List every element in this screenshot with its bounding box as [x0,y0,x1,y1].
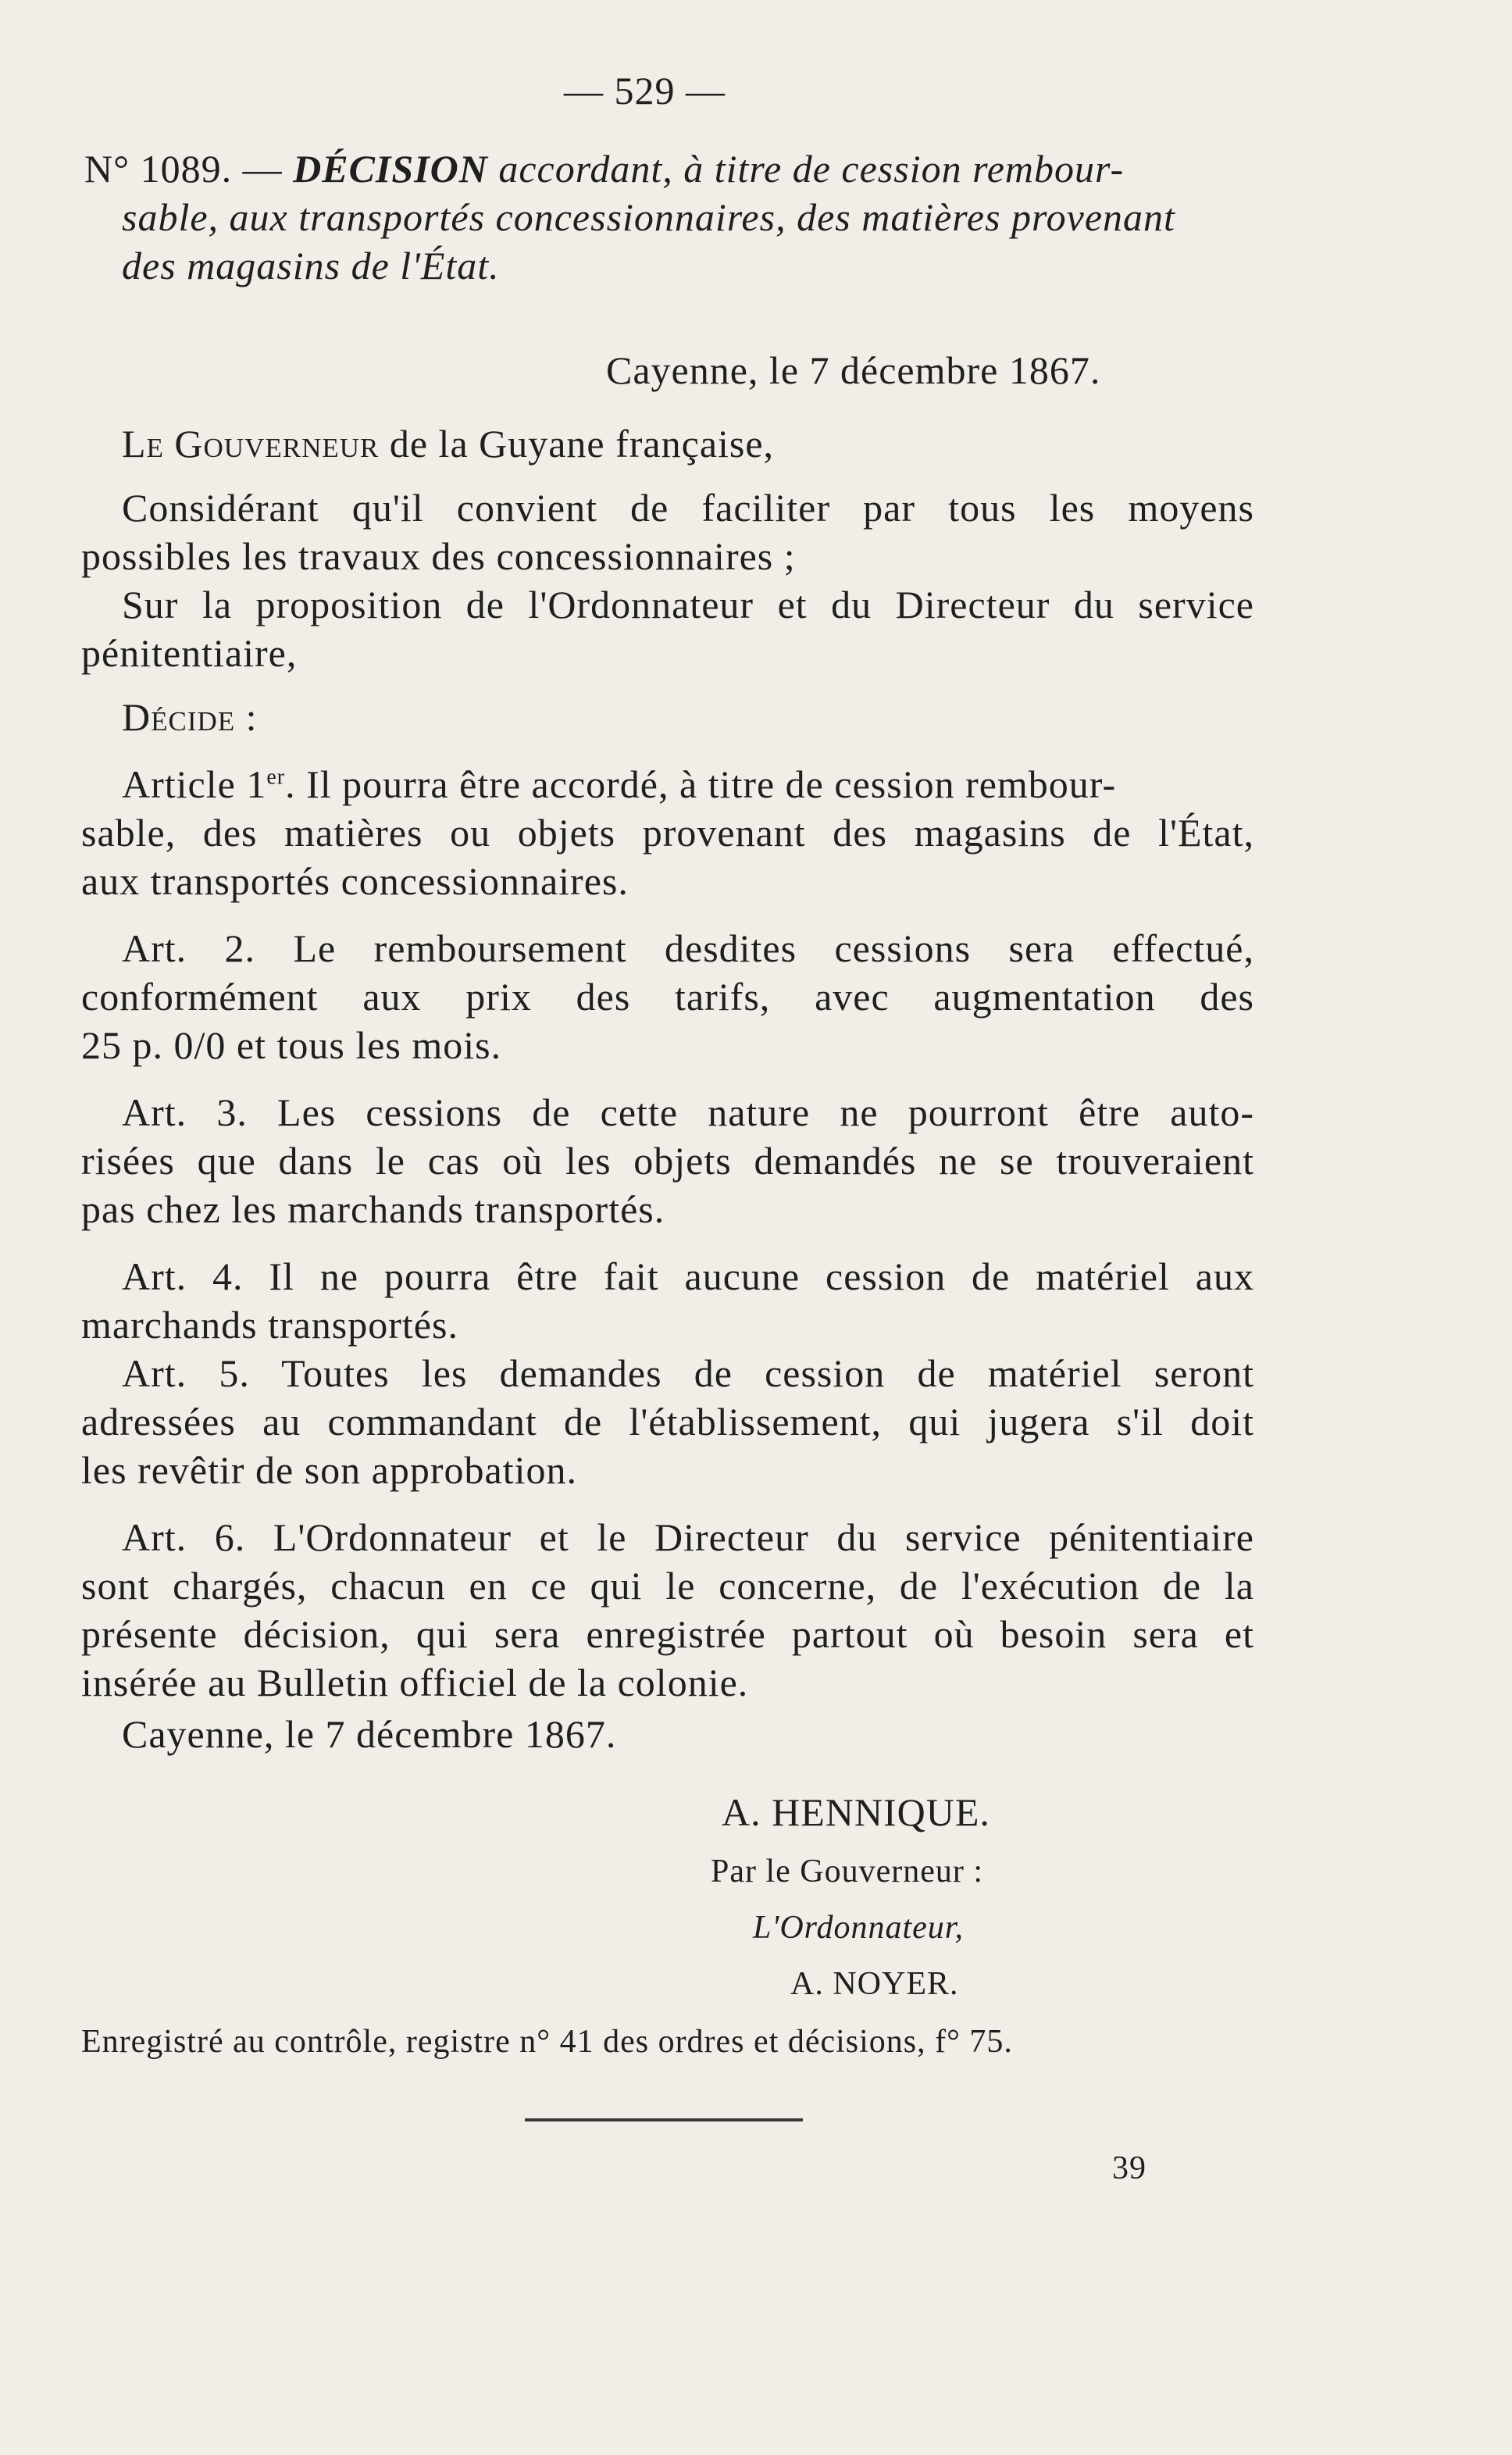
signature-by: Par le Gouverneur : [711,1854,984,1889]
article-6-line-1: Art. 6. L'Ordonnateur et le Directeur du service pénitentiaire [122,1515,1254,1559]
considerant-line-2: possibles les travaux des concessionnaires ; [81,534,796,578]
page-number: — 529 — [564,69,726,112]
decision-title-text: accordant, à titre de cession rembour- [487,147,1125,191]
signature-name: A. HENNIQUE. [722,1790,990,1834]
article-5-line-2: adressées au commandant de l'établissement, qui jugera s'il doit [81,1400,1254,1443]
article-3-line-1: Art. 3. Les cessions de cette nature ne pourront être auto- [122,1090,1254,1134]
article-5-line-3: les revêtir de son approbation. [81,1448,577,1492]
considerant-line-3: Sur la proposition de l'Ordonnateur et du Directeur du service [122,583,1254,626]
decision-title-line-3: des magasins de l'État. [122,244,500,287]
signature-role: L'Ordonnateur, [753,1910,964,1946]
decision-number: N° 1089. [84,147,233,191]
article-1-rest: . Il pourra être accordé, à titre de cession rembour- [285,762,1117,806]
decision-title-line-1 [84,145,1124,192]
article-6-line-3: présente décision, qui sera enregistrée partout où besoin sera et [81,1612,1254,1656]
article-1-prefix: Article 1 [122,762,267,806]
governor-line [122,420,774,467]
decision-label: DÉCISION [293,147,488,191]
place-date: Cayenne, le 7 décembre 1867. [606,348,1101,392]
registration-note: Enregistré au contrôle, registre n° 41 des ordres et décisions, f° 75. [81,2024,1013,2060]
decide-heading: Décide : [122,695,258,739]
article-1-line-2: sable, des matières ou objets provenant des magasins de l'État, [81,811,1254,855]
article-4-line-2: marchands transportés. [81,1303,458,1347]
footer-number: 39 [1112,2150,1146,2186]
title-dash: — [232,147,294,191]
governor-rest: de la Guyane française, [379,422,775,466]
article-2-line-1: Art. 2. Le remboursement desdites cessions sera effectué, [122,926,1254,970]
article-2-line-3: 25 p. 0/0 et tous les mois. [81,1023,502,1067]
article-6-line-2: sont chargés, chacun en ce qui le concerne, de l'exécution de la [81,1564,1254,1608]
decision-title-line-2: sable, aux transportés concessionnaires, des matières provenant [122,195,1175,239]
considerant-line-1: Considérant qu'il convient de faciliter par tous les moyens [122,486,1254,530]
signature-name-2: A. NOYER. [790,1966,959,2002]
considerant-line-4: pénitentiaire, [81,631,298,675]
article-1-sup: er [266,765,286,790]
separator-rule [525,2118,803,2121]
article-5-line-1: Art. 5. Toutes les demandes de cession de matériel seront [122,1351,1254,1395]
article-2-line-2: conformément aux prix des tarifs, avec augmentation des [81,975,1254,1019]
governor-label: Le Gouverneur [122,422,380,466]
closing-date: Cayenne, le 7 décembre 1867. [122,1712,617,1756]
article-3-line-3: pas chez les marchands transportés. [81,1187,665,1231]
article-6-line-4: insérée au Bulletin officiel de la colonie. [81,1661,749,1704]
article-1-line-3: aux transportés concessionnaires. [81,859,629,903]
article-3-line-2: risées que dans le cas où les objets demandés ne se trouveraient [81,1139,1254,1183]
article-4-line-1: Art. 4. Il ne pourra être fait aucune cession de matériel aux [122,1254,1254,1298]
article-1-line-1 [122,761,1116,808]
